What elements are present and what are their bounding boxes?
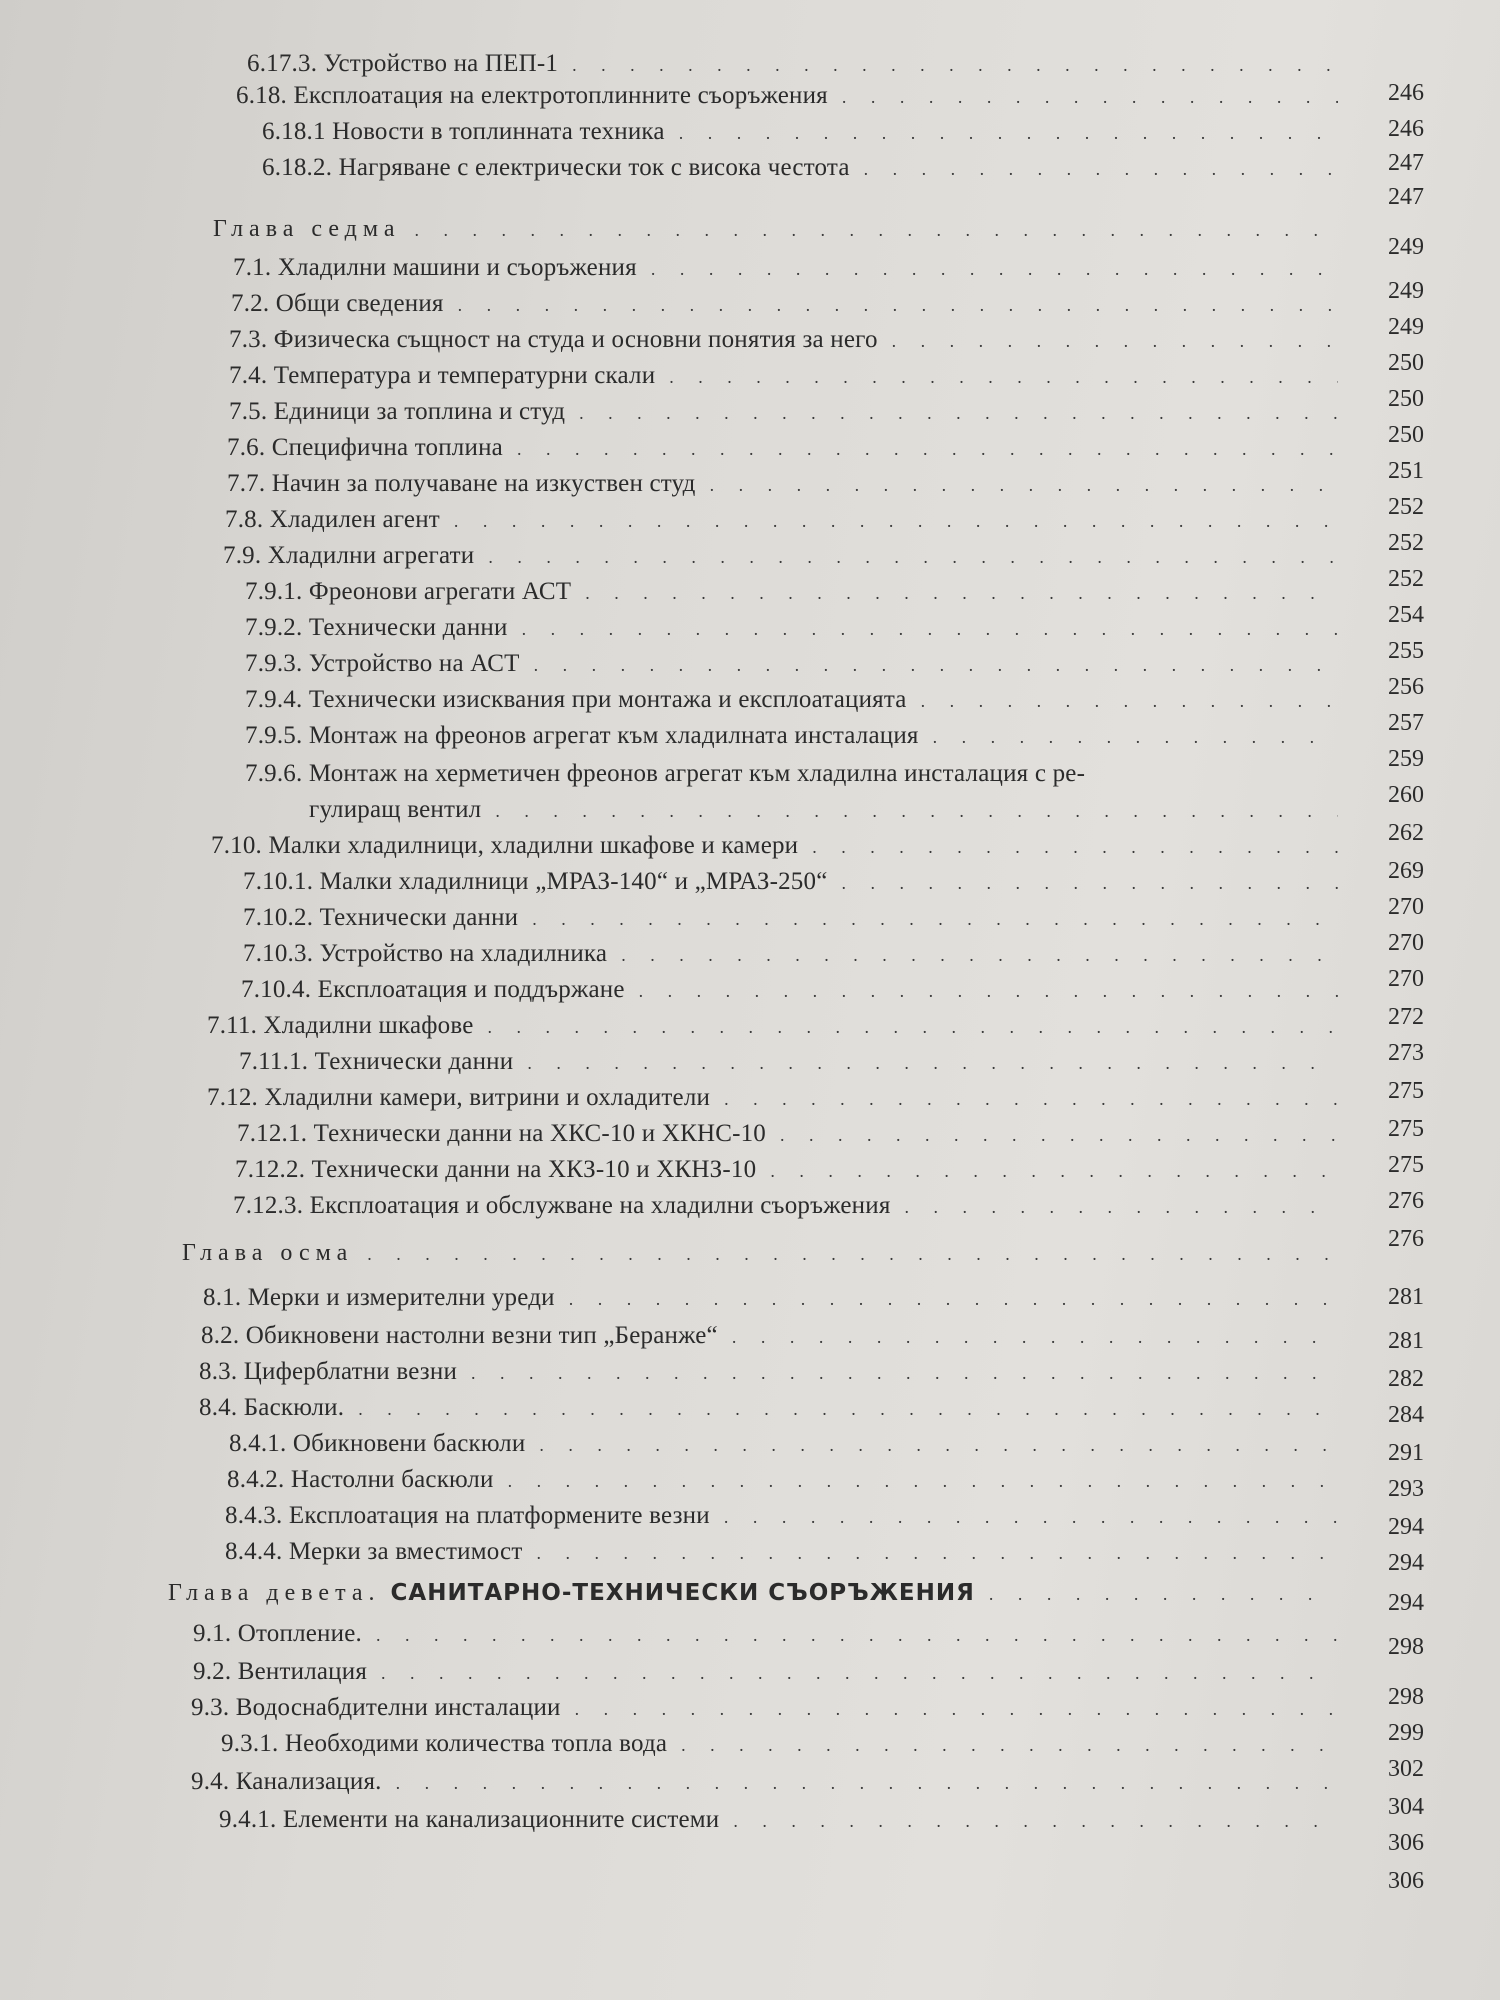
dot-leader <box>921 691 1338 712</box>
toc-page-number: 282 <box>1388 1366 1424 1392</box>
dot-leader <box>780 1125 1338 1146</box>
toc-entry-text: 7.6. Специфична топлина <box>227 434 503 461</box>
dot-leader <box>989 1584 1338 1605</box>
toc-entry-7-9-6-continued <box>309 796 1360 832</box>
toc-entry-6-18 <box>236 82 1360 118</box>
toc-entry-6-18-1 <box>262 118 1360 154</box>
toc-entry-text: 7.9.3. Устройство на АСТ <box>245 650 520 677</box>
toc-entry-text: гулиращ вентил <box>309 796 482 823</box>
toc-entry-text: 9.4.1. Елементи на канализационните системи <box>219 1806 720 1833</box>
toc-entry-text: 8.4.4. Мерки за вместимост <box>225 1538 523 1565</box>
toc-page-number: 246 <box>1388 116 1424 142</box>
dot-leader <box>458 295 1338 316</box>
toc-entry-9-3 <box>191 1694 1360 1730</box>
toc-entry-text: 7.12.1. Технически данни на ХКС-10 и ХКНС-10 <box>237 1120 767 1147</box>
toc-entry-text: 8.4. Баскюли. <box>199 1394 345 1421</box>
dot-leader <box>681 1735 1338 1756</box>
dot-leader <box>376 1625 1338 1646</box>
toc-page-number: 250 <box>1388 422 1424 448</box>
toc-entry-text: 7.10.2. Технически данни <box>243 904 519 931</box>
dot-leader <box>733 1811 1338 1832</box>
dot-leader <box>415 220 1338 241</box>
toc-entry-text: 8.1. Мерки и измерителни уреди <box>203 1284 555 1311</box>
toc-entry-text: 7.5. Единици за топлина и студ <box>229 398 566 425</box>
toc-page-number: 270 <box>1388 894 1424 920</box>
toc-entry-7-10-1 <box>243 868 1360 904</box>
toc-entry-text: 7.11. Хладилни шкафове <box>207 1012 474 1039</box>
dot-leader <box>639 981 1338 1002</box>
toc-entry-9-1 <box>193 1620 1360 1656</box>
toc-entry-7-6 <box>227 434 1360 470</box>
toc-page-number: 249 <box>1388 278 1424 304</box>
toc-entry-7-7 <box>227 470 1360 506</box>
toc-entry-7-3 <box>229 326 1360 362</box>
toc-entry-text: 7.10.3. Устройство на хладилника <box>243 940 608 967</box>
toc-entry-text: 7.8. Хладилен агент <box>225 506 440 533</box>
dot-leader <box>471 1363 1338 1384</box>
dot-leader <box>358 1399 1338 1420</box>
dot-leader <box>724 1507 1338 1528</box>
toc-entry-text: 7.9.2. Технически данни <box>245 614 508 641</box>
toc-entry-text: 6.17.3. Устройство на ПЕП-1 <box>247 50 559 77</box>
dot-leader <box>539 1435 1338 1456</box>
toc-entry-7-10 <box>211 832 1360 868</box>
toc-entry-text: 8.4.1. Обикновени баскюли <box>229 1430 526 1457</box>
toc-page-number: 247 <box>1388 150 1424 176</box>
toc-entry-text: 7.10.4. Експлоатация и поддържане <box>241 976 625 1003</box>
toc-entry-text: 7.9. Хладилни агрегати <box>223 542 475 569</box>
toc-page-number: 256 <box>1388 674 1424 700</box>
toc-entry-text: 6.18.1 Новости в топлинната техника <box>262 118 665 145</box>
dot-leader <box>488 1017 1339 1038</box>
toc-page-number: 304 <box>1388 1794 1424 1820</box>
dot-leader <box>488 547 1338 568</box>
dot-leader <box>770 1161 1338 1182</box>
dot-leader <box>579 403 1338 424</box>
toc-page-number: 260 <box>1388 782 1424 808</box>
toc-entry-text: 6.18. Експлоатация на електротоплинните съоръжения <box>236 82 828 109</box>
toc-entry-6-17-3 <box>247 50 1360 86</box>
toc-entry-text: 7.10. Малки хладилници, хладилни шкафове и камери <box>211 832 799 859</box>
toc-entry-7-9-4 <box>245 686 1360 722</box>
dot-leader <box>724 1089 1338 1110</box>
toc-entry-text: 7.12.2. Технически данни на ХКЗ-10 и ХКНЗ-10 <box>235 1156 757 1183</box>
toc-entry-7-12-1 <box>237 1120 1360 1156</box>
toc-page-number: 306 <box>1388 1830 1424 1856</box>
toc-entry-text: 7.4. Температура и температурни скали <box>229 362 656 389</box>
toc-page-number: 276 <box>1388 1226 1424 1252</box>
toc-page-number: 299 <box>1388 1720 1424 1746</box>
toc-entry-7-9-1 <box>245 578 1360 614</box>
toc-page-number: 298 <box>1388 1634 1424 1660</box>
dot-leader <box>812 837 1338 858</box>
toc-entry-7-10-4 <box>241 976 1360 1012</box>
dot-leader <box>669 367 1338 388</box>
dot-leader <box>585 583 1338 604</box>
toc-chapter-8 <box>182 1240 1360 1276</box>
toc-page-number: 255 <box>1388 638 1424 664</box>
toc-chapter-7 <box>213 216 1360 252</box>
toc-page-number: 294 <box>1388 1590 1424 1616</box>
toc-page-number: 270 <box>1388 966 1424 992</box>
toc-page-number: 252 <box>1388 530 1424 556</box>
toc-entry-7-11-1 <box>239 1048 1360 1084</box>
toc-entry-7-9-5 <box>245 722 1360 758</box>
dot-leader <box>905 1197 1338 1218</box>
toc-entry-text: 7.3. Физическа същност на студа и основни понятия за него <box>229 326 878 353</box>
toc-page-number: 269 <box>1388 858 1424 884</box>
toc-page-number: 254 <box>1388 602 1424 628</box>
toc-entry-7-5 <box>229 398 1360 434</box>
toc-entry-text: 9.2. Вентилация <box>193 1658 368 1685</box>
toc-page-number: 272 <box>1388 1004 1424 1030</box>
chapter-heading: Глава седма <box>213 216 401 242</box>
toc-page-number: 302 <box>1388 1756 1424 1782</box>
toc-entry-8-4-4 <box>225 1538 1360 1574</box>
toc-page-number: 250 <box>1388 386 1424 412</box>
dot-leader <box>527 1053 1338 1074</box>
toc-entry-text: 7.12.3. Експлоатация и обслужване на хладилни съоръжения <box>233 1192 891 1219</box>
toc-page-number: 246 <box>1388 80 1424 106</box>
toc-entry-8-3 <box>199 1358 1360 1394</box>
dot-leader <box>522 619 1338 640</box>
dot-leader <box>732 1327 1338 1348</box>
dot-leader <box>569 1289 1338 1310</box>
chapter-title: САНИТАРНО-ТЕХНИЧЕСКИ СЪОРЪЖЕНИЯ <box>390 1580 975 1606</box>
toc-entry-text: 7.9.1. Фреонови агрегати АСТ <box>245 578 572 605</box>
dot-leader <box>508 1471 1338 1492</box>
dot-leader <box>679 123 1338 144</box>
toc-page-number: 262 <box>1388 820 1424 846</box>
toc-page-number: 281 <box>1388 1284 1424 1310</box>
toc-page-number: 284 <box>1388 1402 1424 1428</box>
toc-entry-8-4 <box>199 1394 1360 1430</box>
dot-leader <box>396 1773 1338 1794</box>
dot-leader <box>495 801 1338 822</box>
toc-entry-7-11 <box>207 1012 1360 1048</box>
toc-entry-text: 8.4.2. Настолни баскюли <box>227 1466 494 1493</box>
toc-page-number: 247 <box>1388 184 1424 210</box>
toc-entry-8-2 <box>201 1322 1360 1358</box>
toc-page-number: 293 <box>1388 1476 1424 1502</box>
toc-page-number: 259 <box>1388 746 1424 772</box>
toc-entry-7-8 <box>225 506 1360 542</box>
dot-leader <box>536 1543 1338 1564</box>
toc-entry-8-4-3 <box>225 1502 1360 1538</box>
toc-chapter-9 <box>168 1580 1360 1616</box>
toc-entry-7-4 <box>229 362 1360 398</box>
dot-leader <box>892 331 1338 352</box>
toc-entry-text: 6.18.2. Нагряване с електрически ток с висока честота <box>262 154 850 181</box>
dot-leader <box>651 259 1338 280</box>
toc-page-number: 273 <box>1388 1040 1424 1066</box>
toc-entry-7-12-3 <box>233 1192 1360 1228</box>
toc-page-number: 294 <box>1388 1514 1424 1540</box>
toc-page-number: 276 <box>1388 1188 1424 1214</box>
toc-entry-9-3-1 <box>221 1730 1360 1766</box>
dot-leader <box>367 1244 1338 1265</box>
toc-entry-text: 9.3. Водоснабдителни инсталации <box>191 1694 561 1721</box>
toc-entry-6-18-2 <box>262 154 1360 190</box>
toc-page-number: 275 <box>1388 1152 1424 1178</box>
toc-entry-text: 7.9.5. Монтаж на фреонов агрегат към хладилната инсталация <box>245 722 919 749</box>
toc-entry-text: 7.10.1. Малки хладилници „МРАЗ-140“ и „МРАЗ-250“ <box>243 868 828 895</box>
dot-leader <box>842 873 1338 894</box>
chapter-heading: Глава осма <box>182 1240 354 1266</box>
toc-entry-text: 7.7. Начин за получаване на изкуствен студ <box>227 470 696 497</box>
toc-entry-8-4-2 <box>227 1466 1360 1502</box>
toc-entry-9-4-1 <box>219 1806 1360 1842</box>
toc-page-number: 249 <box>1388 314 1424 340</box>
dot-leader <box>572 55 1338 76</box>
toc-entry-text: 9.1. Отопление. <box>193 1620 362 1647</box>
toc-entry-9-2 <box>193 1658 1360 1694</box>
toc-page-number: 250 <box>1388 350 1424 376</box>
toc-entry-text: 8.3. Циферблатни везни <box>199 1358 458 1385</box>
toc-entry-7-12-2 <box>235 1156 1360 1192</box>
toc-entry-7-12 <box>207 1084 1360 1120</box>
dot-leader <box>842 87 1338 108</box>
toc-entry-text: 7.2. Общи сведения <box>231 290 444 317</box>
toc-entry-7-9-2 <box>245 614 1360 650</box>
toc-entry-text: 7.9.4. Технически изисквания при монтажа и експлоатацията <box>245 686 907 713</box>
dot-leader <box>381 1663 1338 1684</box>
toc-page-number: 275 <box>1388 1078 1424 1104</box>
toc-page-number: 294 <box>1388 1550 1424 1576</box>
toc-page-number: 306 <box>1388 1868 1424 1894</box>
toc-entry-7-10-3 <box>243 940 1360 976</box>
toc-entry-text: 7.12. Хладилни камери, витрини и охладители <box>207 1084 711 1111</box>
toc-page-number: 252 <box>1388 494 1424 520</box>
toc-page-number: 281 <box>1388 1328 1424 1354</box>
dot-leader <box>517 439 1338 460</box>
toc-page-number: 270 <box>1388 930 1424 956</box>
dot-leader <box>454 511 1338 532</box>
toc-entry-7-10-2 <box>243 904 1360 940</box>
dot-leader <box>621 945 1338 966</box>
dot-leader <box>575 1699 1338 1720</box>
dot-leader <box>532 909 1338 930</box>
toc-entry-text: 9.3.1. Необходими количества топла вода <box>221 1730 668 1757</box>
toc-entry-9-4 <box>191 1768 1360 1804</box>
toc-entry-7-9 <box>223 542 1360 578</box>
toc-entry-7-2 <box>231 290 1360 326</box>
toc-page-number: 291 <box>1388 1440 1424 1466</box>
chapter-heading: Глава девета. <box>168 1580 381 1606</box>
toc-page-number: 251 <box>1388 458 1424 484</box>
toc-page-number: 275 <box>1388 1116 1424 1142</box>
toc-entry-text: 8.2. Обикновени настолни везни тип „Беранже“ <box>201 1322 718 1349</box>
toc-page-number: 252 <box>1388 566 1424 592</box>
toc-entry-7-1 <box>233 254 1360 290</box>
toc-entry-text: 7.1. Хладилни машини и съоръжения <box>233 254 637 281</box>
toc-entry-8-4-1 <box>229 1430 1360 1466</box>
toc-entry-8-1 <box>203 1284 1360 1320</box>
dot-leader <box>534 655 1338 676</box>
dot-leader <box>710 475 1338 496</box>
toc-page-number: 298 <box>1388 1684 1424 1710</box>
dot-leader <box>864 159 1338 180</box>
toc-entry-7-9-3 <box>245 650 1360 686</box>
toc-entry-text: 9.4. Канализация. <box>191 1768 382 1795</box>
toc-entry-text: 7.11.1. Технически данни <box>239 1048 514 1075</box>
dot-leader <box>933 727 1338 748</box>
toc-page-number: 257 <box>1388 710 1424 736</box>
toc-entry-7-9-6 <box>245 760 1360 796</box>
toc-page-number: 249 <box>1388 234 1424 260</box>
toc-entry-text: 7.9.6. Монтаж на херметичен фреонов агрегат към хладилна инсталация с ре- <box>245 760 1086 787</box>
toc-entry-text: 8.4.3. Експлоатация на платформените везни <box>225 1502 710 1529</box>
